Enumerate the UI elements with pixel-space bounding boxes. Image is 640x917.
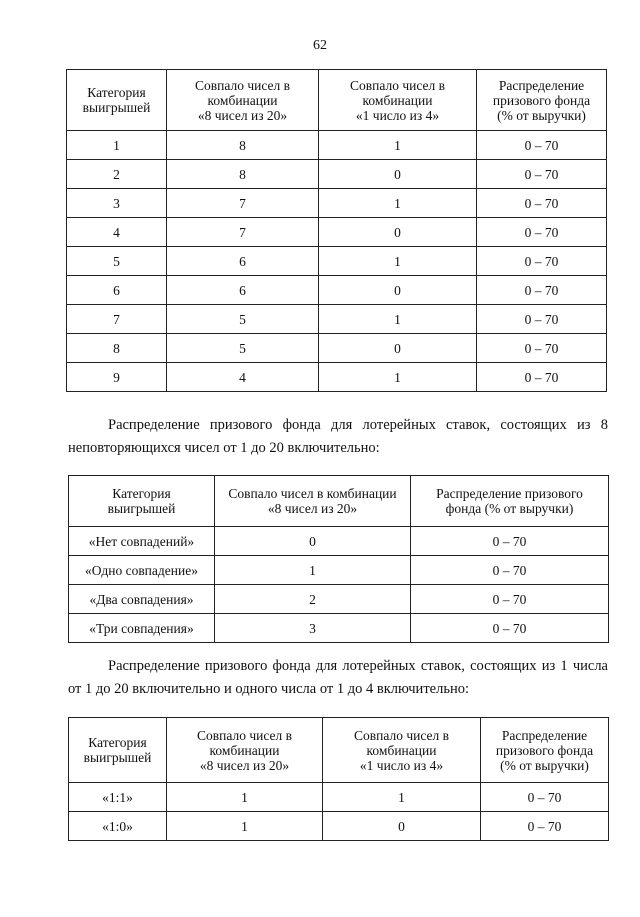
cell: «1:1» [69,783,167,812]
cell: 4 [67,218,167,247]
cell: 5 [167,334,319,363]
cell: «Нет совпадений» [69,527,215,556]
cell: 1 [67,131,167,160]
header-match-8-of-20: Совпало чисел в комбинации «8 чисел из 20» [167,718,323,783]
table-row [69,585,609,614]
header-match-8-of-20: Совпало чисел в комбинации «8 чисел из 20» [167,70,319,131]
cell: 0 – 70 [477,218,607,247]
cell: 7 [167,189,319,218]
header-prize-distribution: Распределение призового фонда (% от выручки) [477,70,607,131]
cell: 5 [67,247,167,276]
header-prize-distribution: Распределение призового фонда (% от выручки) [411,476,609,527]
cell: 0 – 70 [481,783,609,812]
cell: 8 [67,334,167,363]
cell: 1 [319,305,477,334]
table-row [67,131,607,160]
cell: 4 [167,363,319,392]
cell: 6 [67,276,167,305]
paragraph-8-of-20: Распределение призового фонда для лотерейных ставок, состоящих из 8 неповторяющихся чисел от 1 до 20 включительно: [68,417,608,456]
cell: 1 [215,556,411,585]
cell: 0 – 70 [477,189,607,218]
cell: 6 [167,276,319,305]
page-number: 62 [313,38,327,53]
cell: «Одно совпадение» [69,556,215,585]
header-category: Категория выигрышей [67,70,167,131]
cell: 0 – 70 [411,585,609,614]
header-match-1-of-4: Совпало чисел в комбинации «1 число из 4» [323,718,481,783]
cell: 0 [215,527,411,556]
cell: 1 [167,812,323,841]
header-match-8-of-20: Совпало чисел в комбинации «8 чисел из 20» [215,476,411,527]
cell: «1:0» [69,812,167,841]
cell: 0 – 70 [411,527,609,556]
table-row [67,305,607,334]
table-row [69,556,609,585]
cell: 0 – 70 [477,131,607,160]
cell: 6 [167,247,319,276]
cell: 8 [167,131,319,160]
cell: 2 [67,160,167,189]
table-row [67,247,607,276]
table-row [67,334,607,363]
cell: 0 – 70 [481,812,609,841]
table-row [67,189,607,218]
cell: 0 – 70 [477,247,607,276]
cell: 0 [323,812,481,841]
cell: 7 [67,305,167,334]
cell: 3 [215,614,411,643]
cell: 5 [167,305,319,334]
table-row [67,160,607,189]
cell: 0 [319,276,477,305]
cell: 8 [167,160,319,189]
table-row [69,527,609,556]
cell: 0 – 70 [477,276,607,305]
cell: «Три совпадения» [69,614,215,643]
cell: 0 – 70 [411,614,609,643]
cell: 1 [319,363,477,392]
cell: 0 – 70 [411,556,609,585]
header-category: Категория выигрышей [69,476,215,527]
cell: «Два совпадения» [69,585,215,614]
table-row [67,276,607,305]
table-header-row [69,718,609,783]
cell: 9 [67,363,167,392]
cell: 2 [215,585,411,614]
cell: 0 – 70 [477,334,607,363]
cell: 7 [167,218,319,247]
cell: 0 [319,218,477,247]
prize-table-2 [68,475,609,643]
cell: 1 [319,189,477,218]
cell: 3 [67,189,167,218]
table-row [69,783,609,812]
table-row [67,363,607,392]
cell: 0 – 70 [477,305,607,334]
table-row [67,218,607,247]
table-row [69,812,609,841]
cell: 0 [319,334,477,363]
paragraph-1-of-20-1-of-4: Распределение призового фонда для лотерейных ставок, состоящих из 1 числа от 1 до 20 включительно и одного числа от 1 до 4 включительно: [68,658,608,697]
table-row [69,614,609,643]
cell: 1 [319,247,477,276]
cell: 1 [323,783,481,812]
table-header-row [67,70,607,131]
cell: 0 [319,160,477,189]
cell: 0 – 70 [477,363,607,392]
cell: 0 – 70 [477,160,607,189]
cell: 1 [319,131,477,160]
header-prize-distribution: Распределение призового фонда (% от выручки) [481,718,609,783]
cell: 1 [167,783,323,812]
prize-table-1 [66,69,607,392]
header-category: Категория выигрышей [69,718,167,783]
prize-table-3 [68,717,609,841]
header-match-1-of-4: Совпало чисел в комбинации «1 число из 4» [319,70,477,131]
table-header-row [69,476,609,527]
